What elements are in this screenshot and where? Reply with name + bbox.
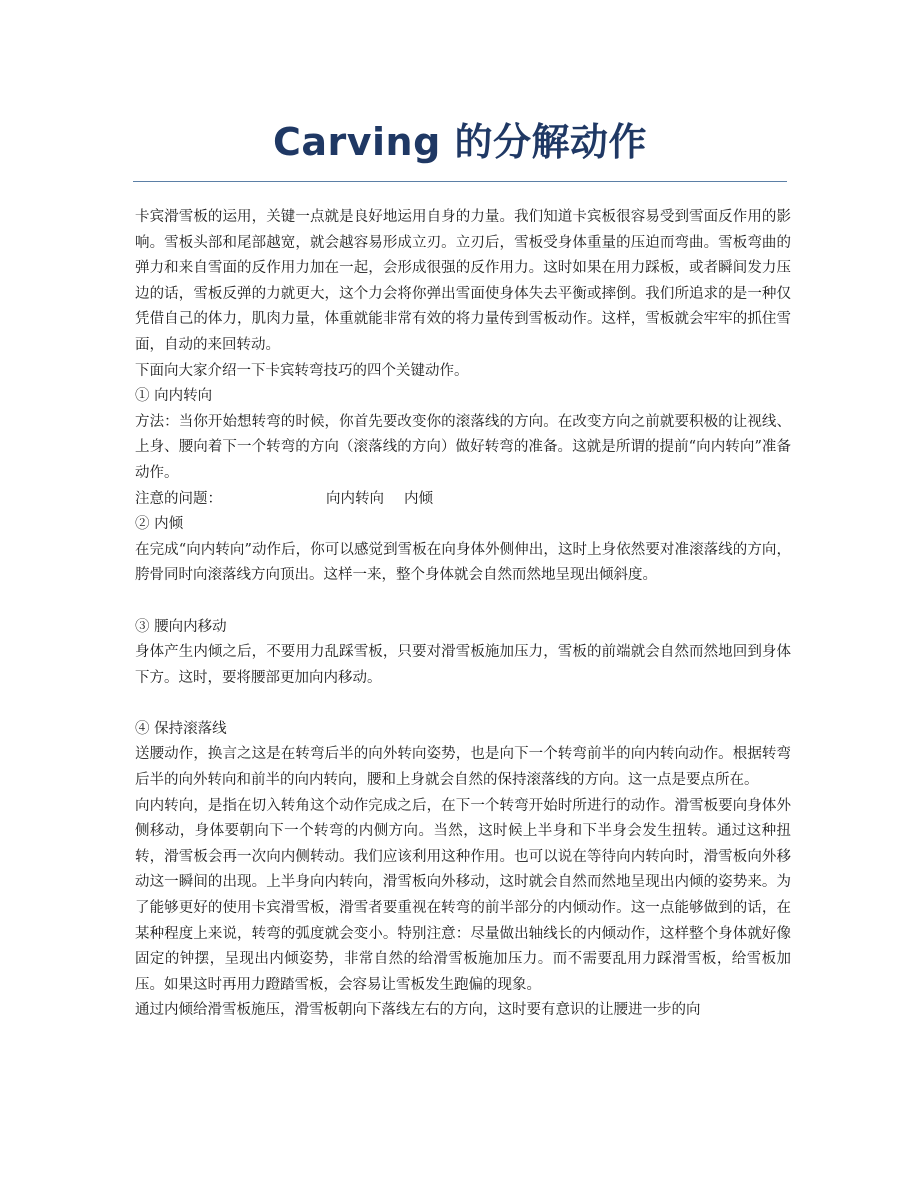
paragraph-intro: 卡宾滑雪板的运用，关键一点就是良好地运用自身的力量。我们知道卡宾板很容易受到雪面反作用的影响。雪板头部和尾部越宽，就会越容易形成立刃。立刃后，雪板受身体重量的压迫而弯曲。雪板弯曲的弹力和来自雪面的反作用力加在一起，会形成很强的反作用力。这时如果在用力踩板，或者瞬间发力压边的话，雪板反弹的力就更大，这个力会将你弹出雪面使身体失去平衡或摔倒。我们所追求的是一种仅凭借自己的体力，肌肉力量，体重就能非常有效的将力量传到雪板动作。这样，雪板就会牢牢的抓住雪面，自动的来回转动。 xyxy=(135,209,791,353)
paragraph-inward-turn: 向内转向，是指在切入转角这个动作完成之后，在下一个转弯开始时所进行的动作。滑雪板要向身体外侧移动，身体要朝向下一个转弯的内侧方向。当然，这时候上半身和下半身会发生扭转。通过这种扭转，滑雪板会再一次向内侧转动。我们应该利用这种作用。也可以说在等待向内转向时，滑雪板向外移动这一瞬间的出现。上半身向内转向，滑雪板向外移动，这时就会自然而然地呈现出内倾的姿势来。为了能够更好的使用卡宾滑雪板，滑雪者要重视在转弯的前半部分的内倾动作。这一点能够做到的话，在某种程度上来说，转弯的弧度就会变小。特别注意：尽量做出轴线长的内倾动作，这样整个身体就好像固定的钟摆，呈现出内倾姿势，非常自然的给滑雪板施加压力。而不需要乱用力踩滑雪板，给雪板加压。如果这时再用力蹬踏雪板，会容易让雪板发生跑偏的现象。 xyxy=(135,797,791,993)
paragraph-lean: 在完成“向内转向”动作后，你可以感觉到雪板在向身体外侧伸出，这时上身依然要对准滚落线的方向，胯骨同时向滚落线方向顶出。这样一来，整个身体就会自然而然地呈现出倾斜度。 xyxy=(135,541,791,584)
blank-line xyxy=(135,691,791,717)
paragraph-method: 方法：当你开始想转弯的时候，你首先要改变你的滚落线的方向。在改变方向之前就要积极的让视线、上身、腰向着下一个转弯的方向（滚落线的方向）做好转弯的准备。这就是所谓的提前“向内转向”准备动作。 xyxy=(135,413,791,481)
section-heading-3: ③ 腰向内移动 xyxy=(135,618,227,635)
section-heading-1: ① 向内转向 xyxy=(135,388,213,405)
note-line xyxy=(135,487,791,513)
page-title: Carving 的分解动作 xyxy=(272,120,648,164)
paragraph-fall-line: 送腰动作，换言之这是在转弯后半的向外转向姿势，也是向下一个转弯前半的向内转向动作。根据转弯后半的向外转向和前半的向内转向，腰和上身就会自然的保持滚落线的方向。这一点是要点所在。 xyxy=(135,746,791,789)
section-heading-4: ④ 保持滚落线 xyxy=(135,720,227,737)
note-item-2: 内倾 xyxy=(404,490,433,507)
section-heading-2: ② 内倾 xyxy=(135,516,184,533)
paragraph-intro-2: 下面向大家介绍一下卡宾转弯技巧的四个关键动作。 xyxy=(135,362,469,379)
paragraph-waist: 身体产生内倾之后，不要用力乱踩雪板，只要对滑雪板施加压力，雪板的前端就会自然而然地回到身体下方。这时，要将腰部更加向内移动。 xyxy=(135,644,791,686)
blank-line xyxy=(135,589,791,615)
note-label: 注意的问题： xyxy=(135,490,222,507)
note-item-1: 向内转向 xyxy=(326,490,384,507)
document-body xyxy=(135,205,791,1024)
paragraph-pressure: 通过内倾给滑雪板施压，滑雪板朝向下落线左右的方向，这时要有意识的让腰进一步的向 xyxy=(135,1002,701,1019)
title-divider xyxy=(133,181,787,182)
